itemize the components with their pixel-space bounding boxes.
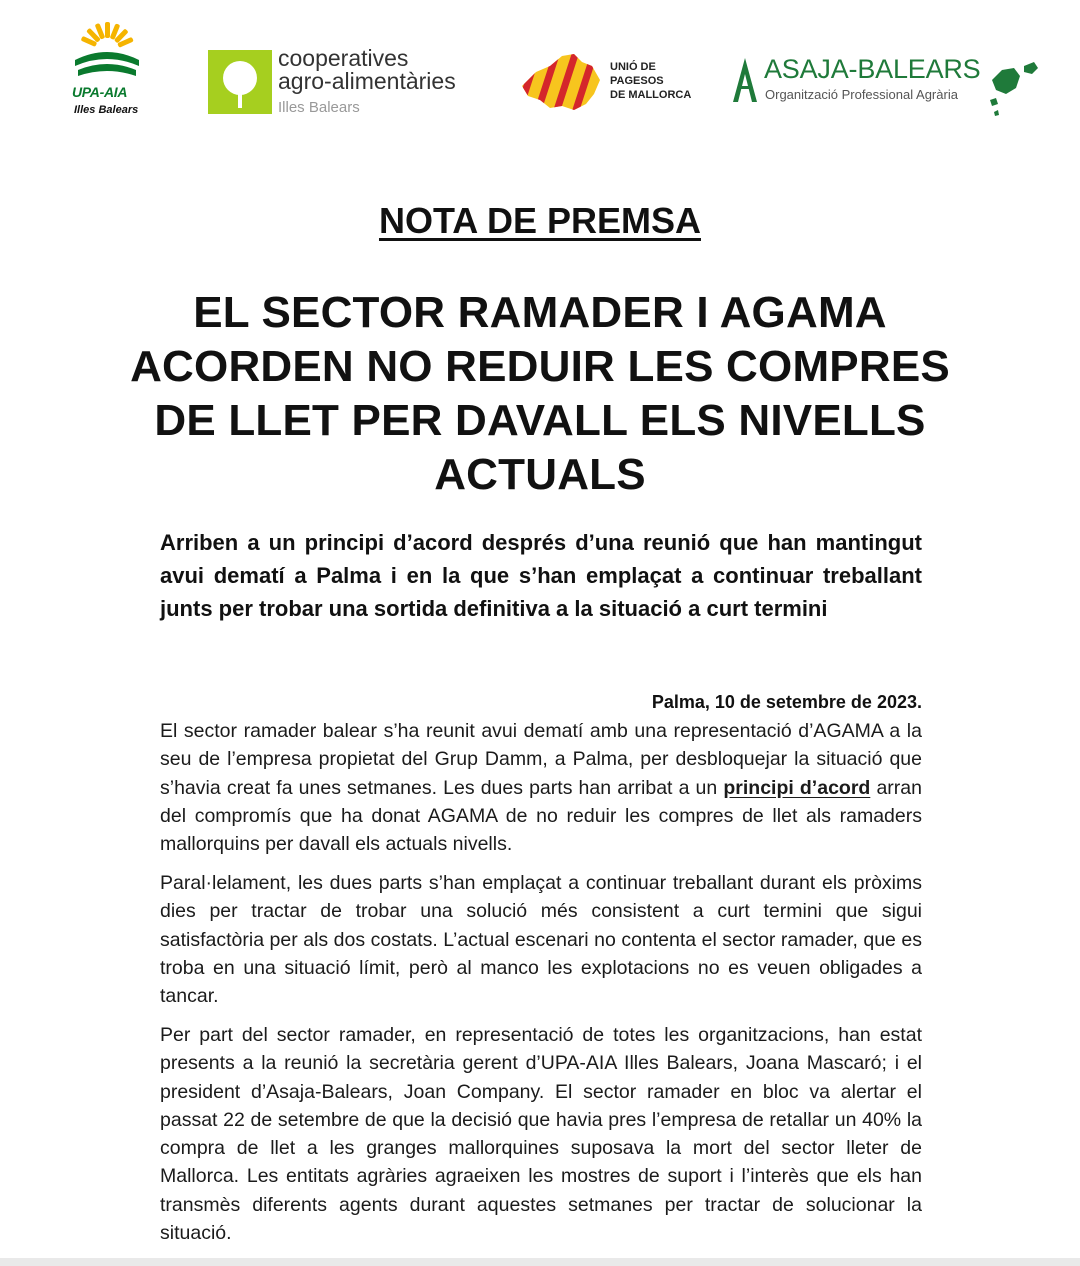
paragraph-1-emphasis: principi d’acord	[723, 776, 871, 799]
upa-aia-logo	[62, 20, 152, 120]
body-paragraph-3: Per part del sector ramader, en representació de totes les organitzacions, han estat presents a la reunió la secretària gerent d’UPA-AIA Illes Balears, Joana Mascaró; i el president d’Asaja-Balears, Joan Company. El sector ramader en bloc va alertar el passat 22 de setembre de que la decisió que havia pres l’empresa de retallar un 40% la compra de llet a les granges mallorquines suposava la mort del sector lleter de Mallorca. Les entitats agràries agraeixen les mostres de suport i l’interès que els han transmès diferents agents durant aquestes setmanes per tractar de solucionar la situació.	[160, 1024, 922, 1245]
headline: EL SECTOR RAMADER I AGAMA ACORDEN NO REDUIR LES COMPRES DE LLET PER DAVALL ELS NIVELLS ACTUALS	[130, 288, 950, 499]
page-bottom-edge	[0, 1258, 1080, 1266]
body-paragraph-1	[160, 717, 922, 858]
unio-pagesos-logo	[516, 50, 716, 120]
cooperatives-logo	[208, 44, 498, 124]
upa-logo-region: Illes Balears	[74, 104, 139, 116]
body-paragraph-2: Paral·lelament, les dues parts s’han emplaçat a continuar treballant durant els pròxims dies per tractar de trobar una solució més consistent a curt termini que sigui satisfactòria per als dos costats. L’actual escenari no contenta el sector ramader, que es troba en una situació límit, però al manco les explotacions no es veuen obligades a tancar.	[160, 872, 922, 1008]
subheadline: Arriben a un principi d’acord després d’una reunió que han mantingut avui dematí a Palma i en la que s’han emplaçat a continuar treballant junts per trobar una sortida definitiva a la situació a curt termini	[160, 530, 922, 621]
mallorca-flag-island-icon	[516, 50, 604, 116]
unio-logo-line3: DE MALLORCA	[610, 89, 692, 101]
upa-logo-name: UPA-AIA	[72, 84, 128, 100]
balearic-islands-icon	[988, 60, 1040, 118]
cooperatives-logo-line1: cooperatives	[278, 45, 409, 71]
paragraph-1-text-end: arran del compromís que ha donat AGAMA de no reduir les compres de llet als ramaders mallorquins per davall els actuals nivells.	[160, 776, 922, 856]
asaja-balears-logo	[730, 52, 1040, 122]
cooperatives-tree-icon	[208, 50, 272, 114]
asaja-a-icon	[730, 56, 760, 102]
dateline: Palma, 10 de setembre de 2023.	[651, 692, 922, 712]
press-release-label: NOTA DE PREMSA	[378, 200, 701, 241]
cooperatives-logo-line2: agro-alimentàries	[278, 68, 456, 94]
unio-logo-line2: PAGESOS	[610, 75, 664, 87]
paragraph-1-text-start: El sector ramader balear s’ha reunit avui dematí amb una representació d’AGAMA a la seu de l’empresa propietat del Grup Damm, a Palma, per desbloquejar la situació que s’havia creat fa unes setmanes. Les dues parts han arribat a un	[160, 720, 922, 799]
asaja-logo-line2: Organització Professional Agrària	[765, 87, 958, 102]
asaja-logo-line1: ASAJA-BALEARS	[764, 54, 981, 84]
cooperatives-logo-line3: Illes Balears	[278, 99, 360, 116]
unio-logo-line1: UNIÓ DE	[610, 61, 656, 73]
sun-field-icon	[72, 20, 142, 82]
